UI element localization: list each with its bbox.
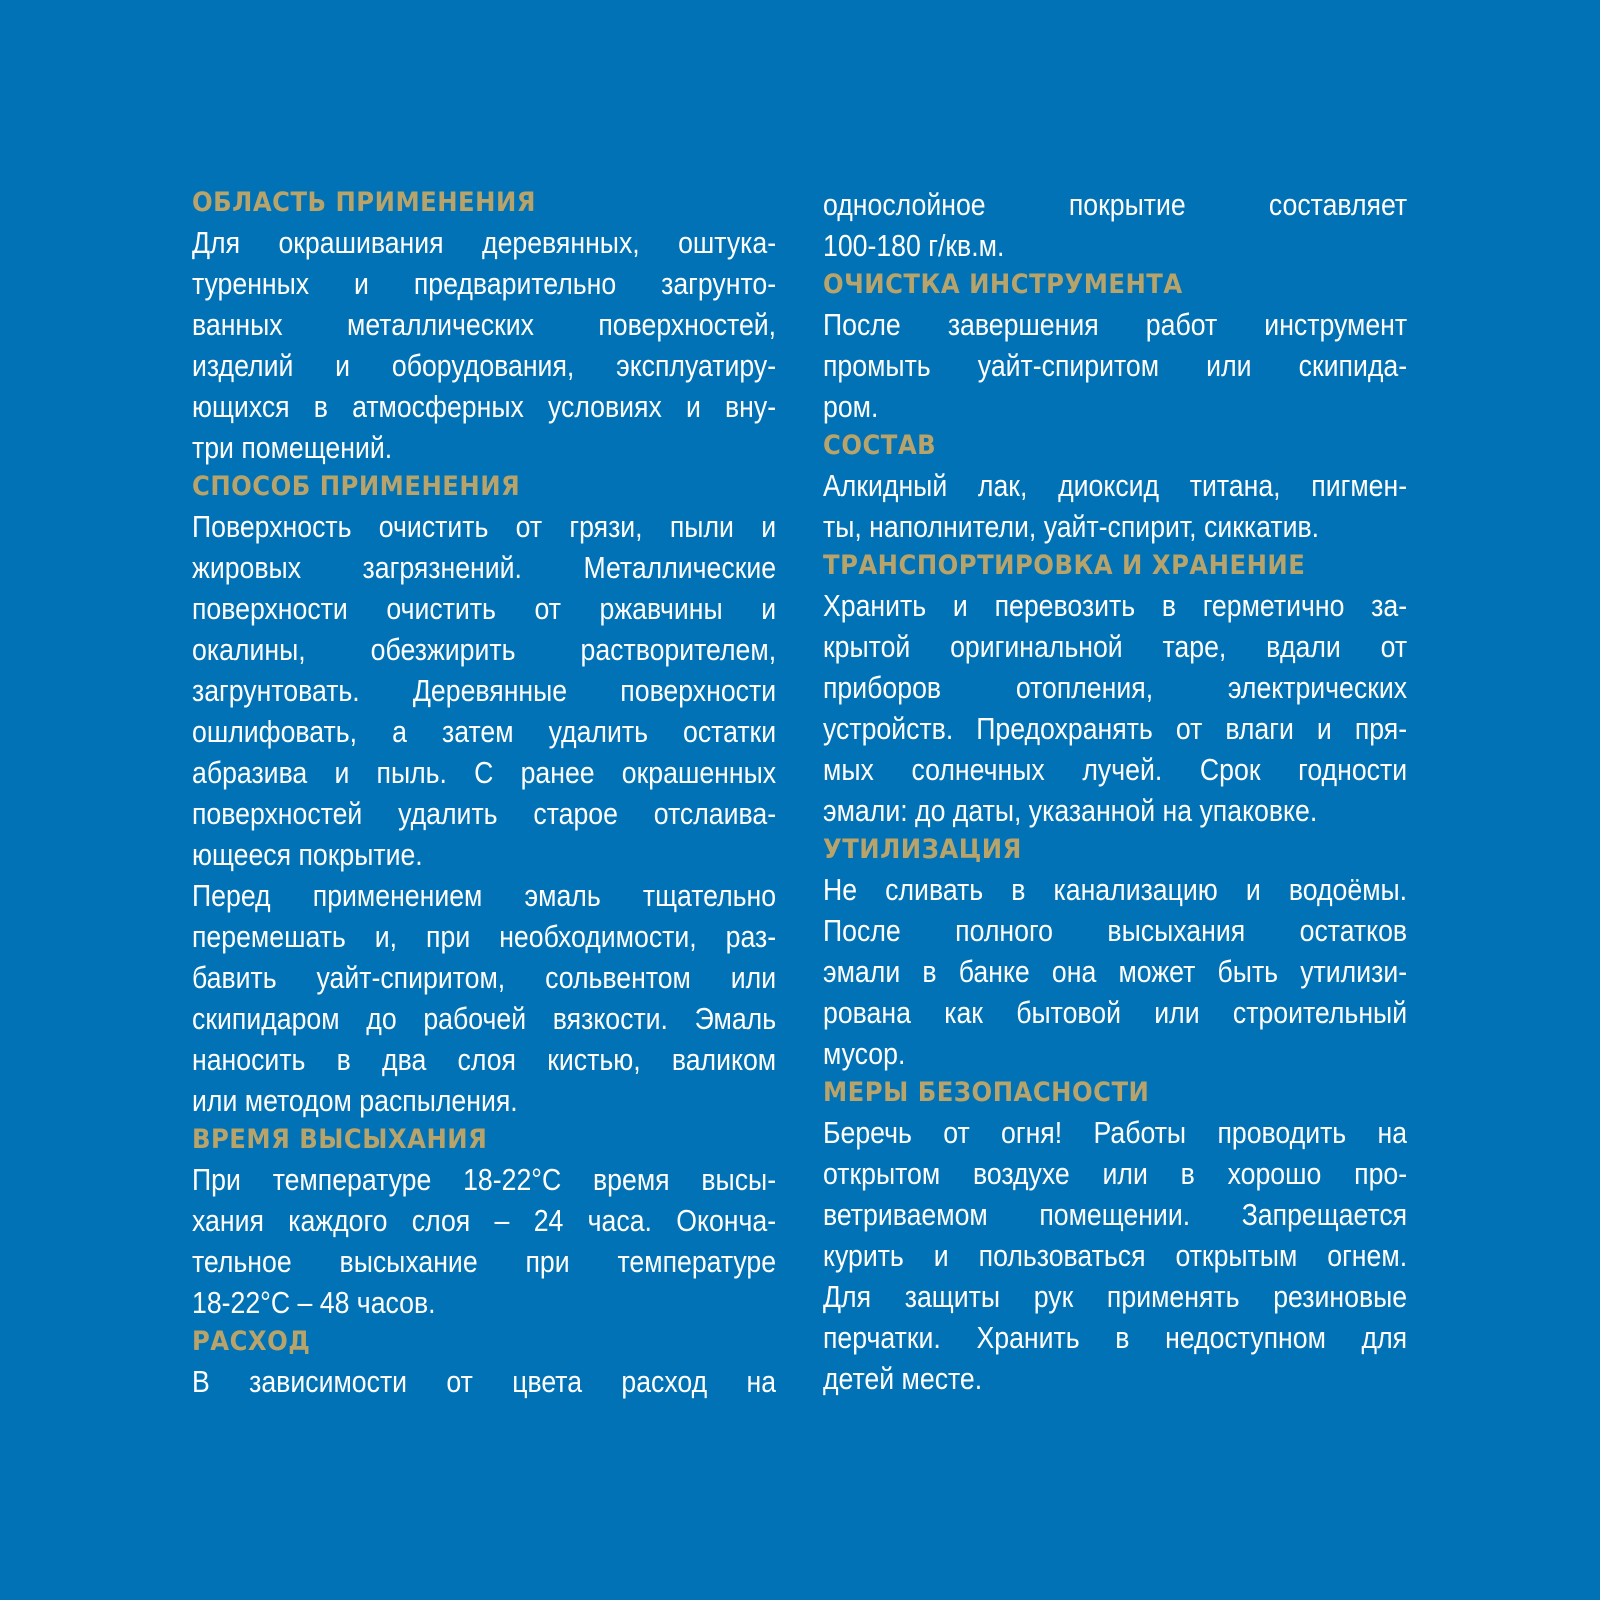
section-heading: ТРАНСПОРТИРОВКА И ХРАНЕНИЕ bbox=[823, 550, 1306, 581]
text-line: мусор. bbox=[823, 1036, 906, 1071]
text-line: ванных металлических поверхностей, bbox=[192, 307, 777, 342]
text-line: В зависимости от цвета расход на bbox=[192, 1364, 777, 1399]
section-consumption bbox=[192, 1323, 776, 1402]
text-line: однослойное покрытие составляет bbox=[823, 187, 1408, 222]
text-line: Для окрашивания деревянных, оштука- bbox=[192, 225, 777, 260]
text-line: Хранить и перевозить в герметично за- bbox=[823, 588, 1408, 623]
text-line: приборов отопления, электрических bbox=[823, 670, 1408, 705]
right-column bbox=[823, 184, 1407, 1399]
text-line: открытом воздухе или в хорошо про- bbox=[823, 1156, 1408, 1191]
section-heading: ОБЛАСТЬ ПРИМЕНЕНИЯ bbox=[192, 187, 537, 218]
text-line: загрунтовать. Деревянные поверхности bbox=[192, 673, 777, 708]
text-line: изделий и оборудования, эксплуатиру- bbox=[192, 348, 777, 383]
text-line: 18-22°С – 48 часов. bbox=[192, 1285, 436, 1320]
section-heading: УТИЛИЗАЦИЯ bbox=[823, 834, 1022, 865]
text-line: ошлифовать, а затем удалить остатки bbox=[192, 714, 777, 749]
left-column bbox=[192, 184, 776, 1402]
text-line: туренных и предварительно загрунто- bbox=[192, 266, 777, 301]
section-consumption-continued bbox=[823, 184, 1407, 266]
text-line: После завершения работ инструмент bbox=[823, 307, 1408, 342]
text-line: эмали в банке она может быть утилизи- bbox=[823, 954, 1408, 989]
text-line: Не сливать в канализацию и водоёмы. bbox=[823, 872, 1408, 907]
text-line: бавить уайт-спиритом, сольвентом или bbox=[192, 960, 777, 995]
section-heading: ВРЕМЯ ВЫСЫХАНИЯ bbox=[192, 1124, 488, 1155]
text-line: При температуре 18-22°С время высы- bbox=[192, 1162, 777, 1197]
text-line: наносить в два слоя кистью, валиком bbox=[192, 1042, 777, 1077]
text-line: Перед применением эмаль тщательно bbox=[192, 878, 777, 913]
text-line: устройств. Предохранять от влаги и пря- bbox=[823, 711, 1408, 746]
text-line: Беречь от огня! Работы проводить на bbox=[823, 1115, 1408, 1150]
text-line: курить и пользоваться открытым огнем. bbox=[823, 1238, 1408, 1273]
text-line: детей месте. bbox=[823, 1361, 983, 1396]
section-heading: МЕРЫ БЕЗОПАСНОСТИ bbox=[823, 1077, 1150, 1108]
text-line: промыть уайт-спиритом или скипида- bbox=[823, 348, 1408, 383]
section-tool-cleaning bbox=[823, 266, 1407, 427]
section-composition bbox=[823, 427, 1407, 547]
text-line: поверхностей удалить старое отслаива- bbox=[192, 796, 777, 831]
text-line: или методом распыления. bbox=[192, 1083, 518, 1118]
section-safety bbox=[823, 1074, 1407, 1399]
section-heading: СПОСОБ ПРИМЕНЕНИЯ bbox=[192, 471, 521, 502]
text-line: скипидаром до рабочей вязкости. Эмаль bbox=[192, 1001, 777, 1036]
text-line: ветриваемом помещении. Запрещается bbox=[823, 1197, 1408, 1232]
text-line: Алкидный лак, диоксид титана, пигмен- bbox=[823, 468, 1408, 503]
section-heading: СОСТАВ bbox=[823, 430, 937, 461]
text-line: 100-180 г/кв.м. bbox=[823, 228, 1005, 263]
text-line: крытой оригинальной таре, вдали от bbox=[823, 629, 1408, 664]
section-heading: ОЧИСТКА ИНСТРУМЕНТА bbox=[823, 269, 1183, 300]
text-line: ющееся покрытие. bbox=[192, 837, 423, 872]
text-line: перчатки. Хранить в недоступном для bbox=[823, 1320, 1408, 1355]
text-line: три помещений. bbox=[192, 430, 393, 465]
section-heading: РАСХОД bbox=[192, 1326, 311, 1357]
text-line: перемешать и, при необходимости, раз- bbox=[192, 919, 777, 954]
section-method bbox=[192, 468, 776, 1121]
text-line: Поверхность очистить от грязи, пыли и bbox=[192, 509, 777, 544]
text-line: хания каждого слоя – 24 часа. Оконча- bbox=[192, 1203, 777, 1238]
text-line: Для защиты рук применять резиновые bbox=[823, 1279, 1408, 1314]
text-line: окалины, обезжирить растворителем, bbox=[192, 632, 777, 667]
text-line: эмали: до даты, указанной на упаковке. bbox=[823, 793, 1318, 828]
section-transport-storage bbox=[823, 547, 1407, 831]
text-line: тельное высыхание при температуре bbox=[192, 1244, 777, 1279]
text-line: После полного высыхания остатков bbox=[823, 913, 1408, 948]
text-line: мых солнечных лучей. Срок годности bbox=[823, 752, 1408, 787]
text-line: ющихся в атмосферных условиях и вну- bbox=[192, 389, 777, 424]
section-disposal bbox=[823, 831, 1407, 1074]
text-line: ром. bbox=[823, 389, 879, 424]
section-scope bbox=[192, 184, 776, 468]
text-line: рована как бытовой или строительный bbox=[823, 995, 1408, 1030]
text-line: поверхности очистить от ржавчины и bbox=[192, 591, 777, 626]
text-line: ты, наполнители, уайт-спирит, сиккатив. bbox=[823, 509, 1320, 544]
text-line: жировых загрязнений. Металлические bbox=[192, 550, 777, 585]
section-drying-time bbox=[192, 1121, 776, 1323]
text-line: абразива и пыль. С ранее окрашенных bbox=[192, 755, 777, 790]
